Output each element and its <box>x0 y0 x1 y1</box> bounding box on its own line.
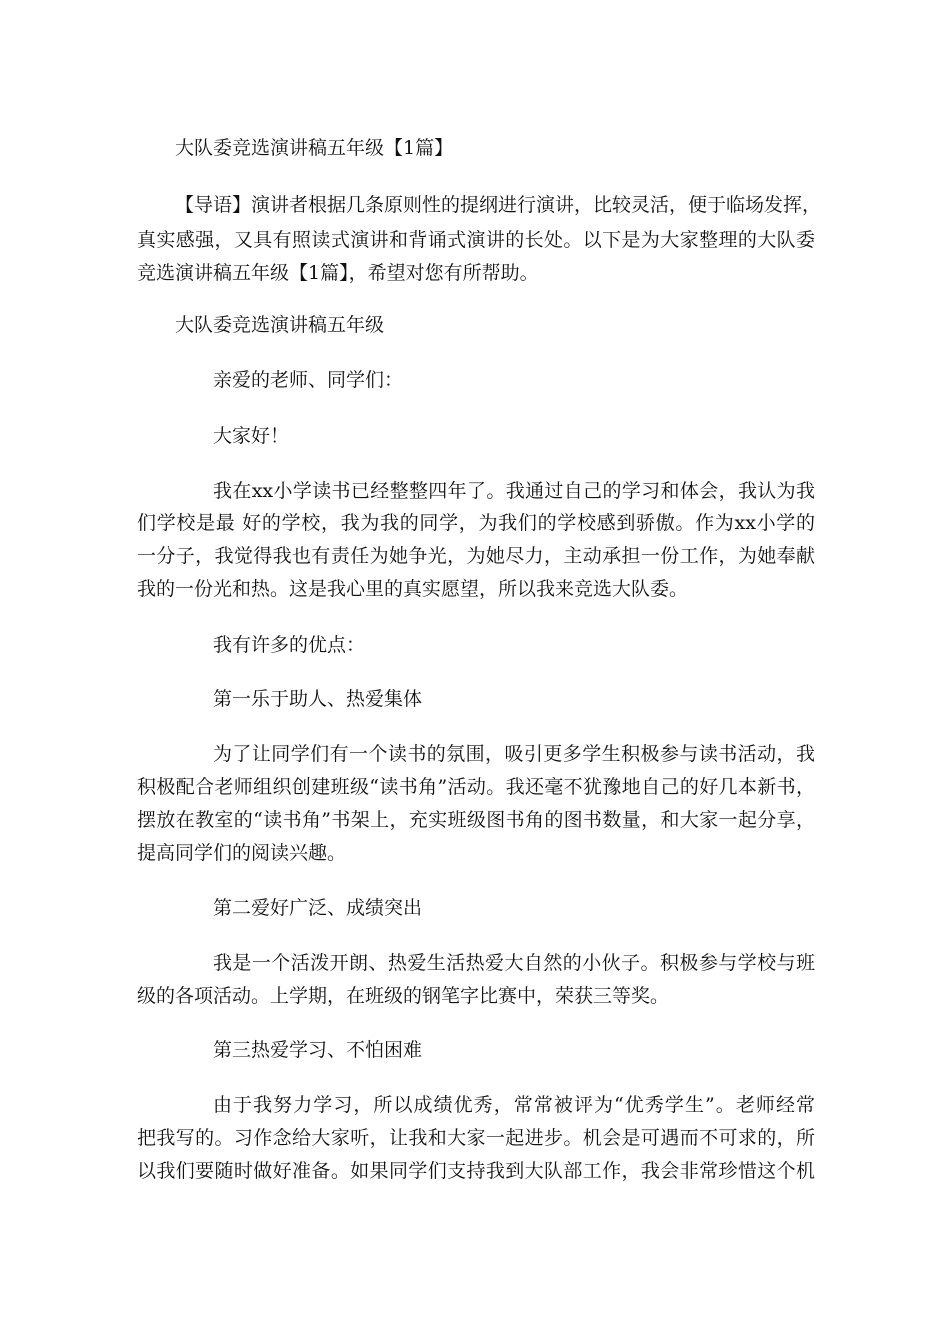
point-heading: 第二爱好广泛、成绩突出 <box>213 897 423 919</box>
section-subtitle: 大队委竞选演讲稿五年级 <box>175 314 385 336</box>
intro-line: 真实感强，又具有照读式演讲和背诵式演讲的长处。以下是为大家整理的大队委 <box>137 229 815 251</box>
paragraph-line: 把我写的。习作念给大家听，让我和大家一起进步。机会是可遇而不可求的，所 <box>137 1127 815 1149</box>
paragraph-line: 我在xx小学读书已经整整四年了。我通过自己的学习和体会，我认为我 <box>213 480 815 502</box>
paragraph-line: 以我们要随时做好准备。如果同学们支持我到大队部工作，我会非常珍惜这个机 <box>137 1160 815 1182</box>
paragraph-line: 摆放在教室的“读书角”书架上，充实班级图书角的图书数量，和大家一起分享， <box>137 809 815 831</box>
merits-heading: 我有许多的优点： <box>213 634 366 656</box>
point-heading: 第三热爱学习、不怕困难 <box>213 1039 423 1061</box>
paragraph-line: 们学校是最 好的学校，我为我的同学，为我们的学校感到骄傲。作为xx小学的 <box>137 512 815 534</box>
paragraph-line: 积极配合老师组织创建班级“读书角”活动。我还毫不犹豫地自己的好几本新书， <box>137 776 815 798</box>
intro-line: 竞选演讲稿五年级【1篇】，希望对您有所帮助。 <box>137 262 539 284</box>
paragraph-line: 一分子，我觉得我也有责任为她争光，为她尽力，主动承担一份工作，为她奉献 <box>137 545 815 567</box>
paragraph-line: 提高同学们的阅读兴趣。 <box>137 842 347 864</box>
point-heading: 第一乐于助人、热爱集体 <box>213 688 423 710</box>
paragraph-line: 为了让同学们有一个读书的氛围，吸引更多学生积极参与读书活动，我 <box>213 743 815 765</box>
paragraph-line: 由于我努力学习，所以成绩优秀，常常被评为“优秀学生”。老师经常 <box>213 1094 815 1116</box>
document-title: 大队委竞选演讲稿五年级【1篇】 <box>175 137 454 159</box>
greeting: 亲爱的老师、同学们： <box>213 369 404 391</box>
paragraph-line: 我是一个活泼开朗、热爱生活热爱大自然的小伙子。积极参与学校与班 <box>213 952 815 974</box>
paragraph-line: 级的各项活动。上学期，在班级的钢笔字比赛中，荣获三等奖。 <box>137 985 670 1007</box>
paragraph-line: 我的一份光和热。这是我心里的真实愿望，所以我来竞选大队委。 <box>137 578 689 600</box>
hello: 大家好！ <box>213 425 290 447</box>
intro-line: 【导语】演讲者根据几条原则性的提纲进行演讲，比较灵活，便于临场发挥， <box>175 194 822 216</box>
